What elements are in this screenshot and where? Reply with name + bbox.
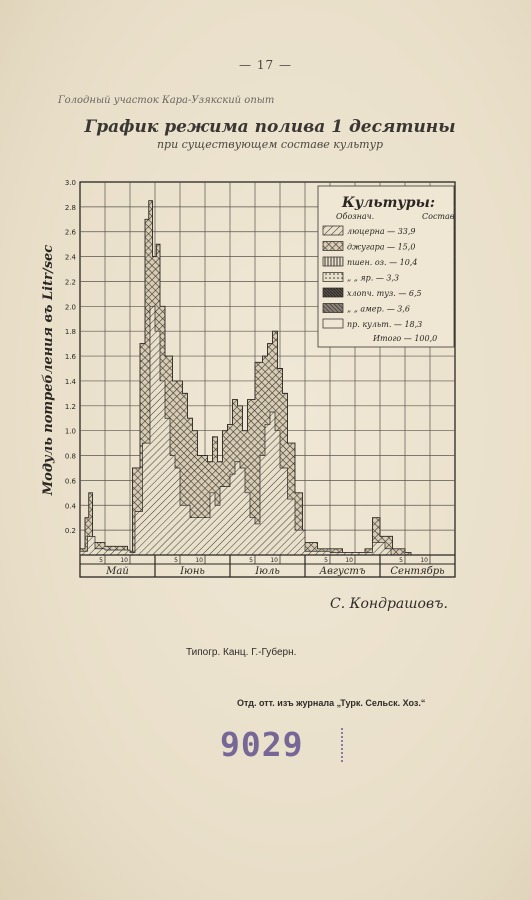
ink-mark [341, 728, 345, 762]
y-tick-label: 1.6 [64, 353, 76, 362]
page-number: — 17 — [239, 58, 292, 72]
legend-swatch [323, 273, 343, 282]
legend-swatch [323, 226, 343, 235]
y-tick-label: 3.0 [64, 179, 76, 187]
y-tick-label: 0.6 [64, 477, 76, 486]
y-tick-label: 1.2 [64, 402, 76, 411]
month-label: Сентябрь [390, 566, 445, 577]
offprint-note: Отд. отт. изъ журнала „Турк. Сельск. Хоз.“ [237, 698, 426, 708]
legend-title: Культуры: [342, 195, 435, 211]
y-tick-labels [65, 179, 77, 535]
y-tick-label: 0.4 [64, 502, 76, 511]
y-tick-label: 1.0 [64, 427, 76, 436]
y-tick-label: 0.2 [64, 527, 76, 536]
subtick-label: 5 [99, 557, 103, 564]
legend-swatch [323, 257, 343, 266]
subtick-label: 10 [420, 557, 428, 564]
y-tick-label: 2.6 [64, 228, 76, 237]
y-tick-label: 2.0 [64, 303, 76, 312]
legend-item-label: „ „ амер. — 3,6 [347, 304, 410, 314]
y-tick-label: 2.2 [64, 278, 76, 287]
y-tick-label: 1.8 [64, 328, 76, 337]
legend-item-label: джугара — 15,0 [347, 242, 416, 252]
chart-subtitle: при существующем составе культур [156, 138, 384, 151]
legend-col1: Обознач. [336, 212, 375, 221]
month-label: Іюнь [180, 566, 205, 577]
subtick-label: 10 [270, 557, 278, 564]
subtick-label: 5 [174, 557, 178, 564]
printer-imprint: Типогр. Канц. Г.-Губерн. [186, 647, 297, 658]
legend [318, 186, 455, 347]
y-tick-label: 2.4 [64, 253, 76, 262]
y-tick-label: 2.8 [64, 203, 76, 212]
subtick-label: 5 [399, 557, 403, 564]
subtick-label: 10 [195, 557, 203, 564]
legend-swatch [323, 242, 343, 251]
subtick-label: 5 [249, 557, 253, 564]
legend-swatch [323, 288, 343, 297]
subtick-label: 5 [324, 557, 328, 564]
y-tick-label: 0.8 [64, 452, 76, 461]
legend-item-label: пр. культ. — 18,3 [347, 320, 423, 329]
month-label: Августъ [319, 566, 366, 577]
chart-title: График режима полива 1 десятины [84, 117, 456, 137]
legend-item-label: люцерна — 33,9 [347, 227, 416, 236]
y-tick-label: 1.4 [64, 377, 76, 386]
legend-col2: Состав [422, 212, 455, 221]
legend-total: Итого — 100,0 [373, 334, 438, 343]
legend-item-label: пшен. оз. — 10,4 [347, 258, 418, 267]
subtick-label: 10 [120, 557, 128, 564]
legend-swatch [323, 319, 343, 328]
y-axis-label: Модуль потребления въ Litr/sec [41, 244, 56, 496]
month-label: Май [106, 566, 129, 577]
author-signature: С. Кондрашовъ. [330, 596, 448, 612]
month-label: Іюль [255, 566, 280, 577]
chart-supertitle: Голодный участок Кара-Узякский опыт [58, 95, 275, 106]
x-axis-strip [80, 555, 455, 577]
subtick-label: 10 [345, 557, 353, 564]
inventory-stamp: 9029 [220, 725, 304, 764]
legend-swatch [323, 304, 343, 313]
legend-item-label: хлопч. туз. — 6,5 [347, 289, 422, 298]
legend-item-label: „ „ яр. — 3,3 [347, 273, 400, 283]
